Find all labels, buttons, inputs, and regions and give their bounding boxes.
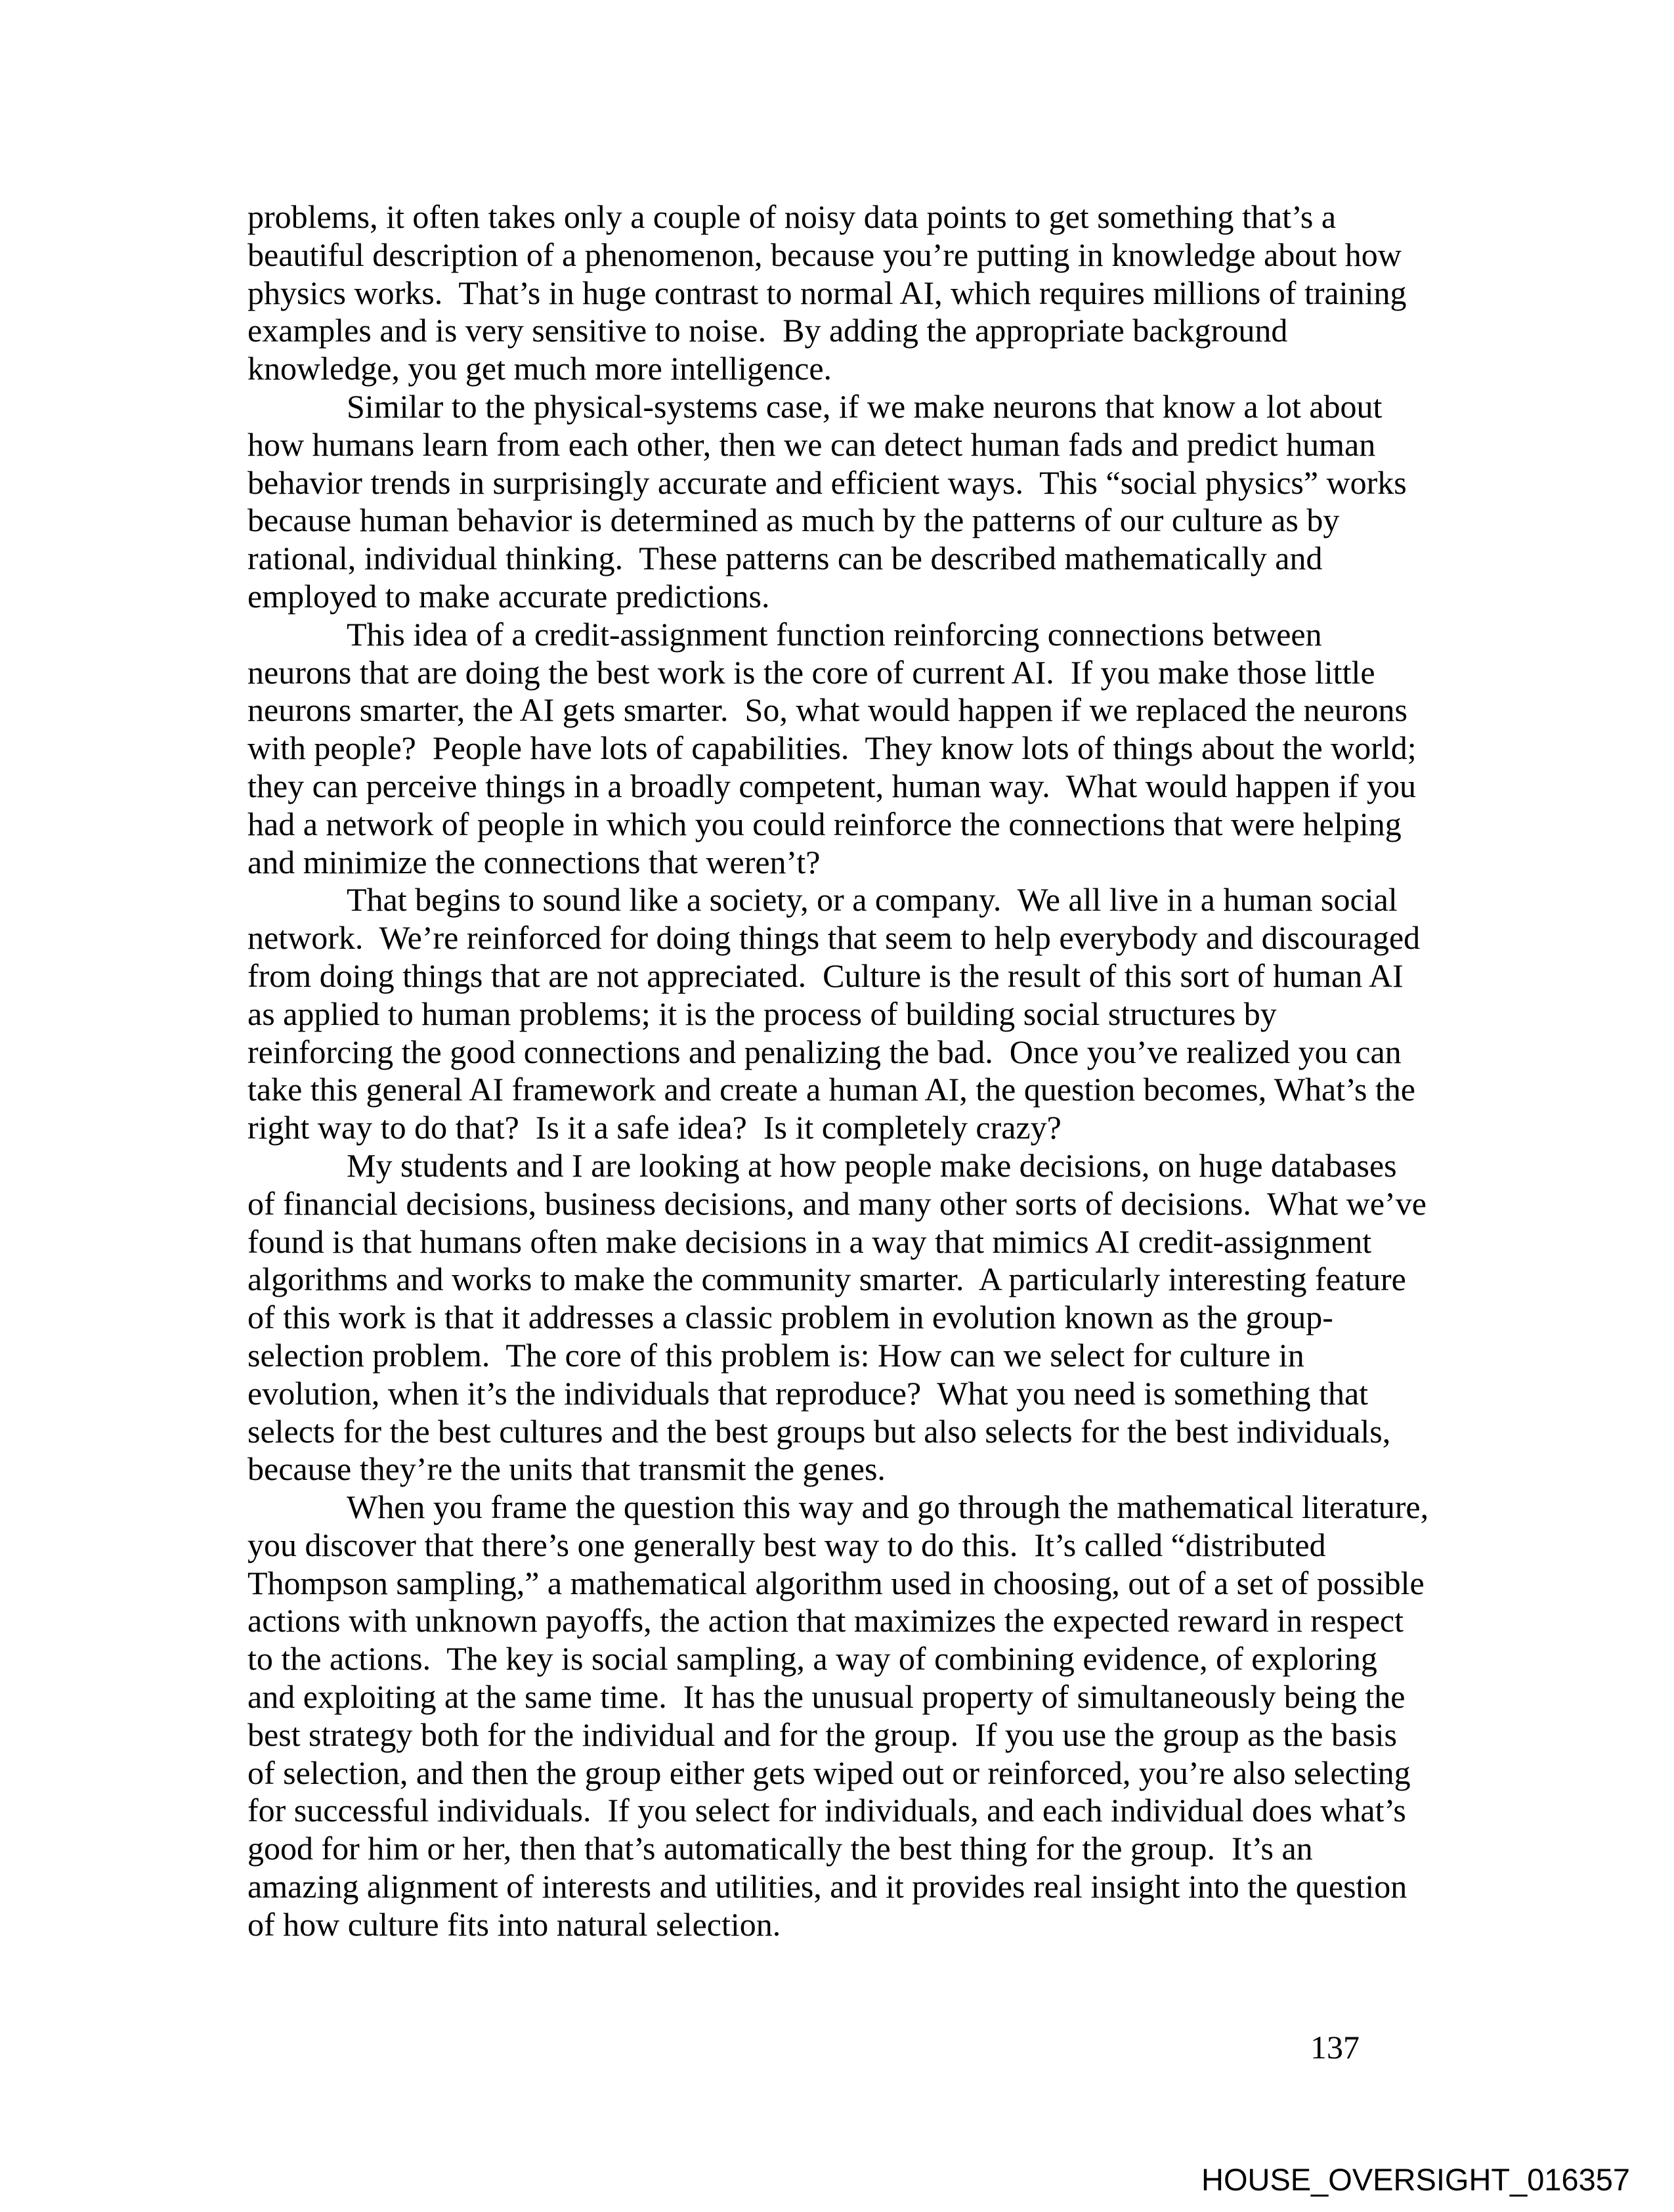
body-text [247,198,1442,1944]
text-line: you discover that there’s one generally best way to do this. It’s called “distributed [247,1526,1326,1563]
bates-stamp: HOUSE_OVERSIGHT_016357 [1201,2162,1631,2197]
text-line: algorithms and works to make the community smarter. A particularly interesting feature [247,1261,1406,1298]
text-line: beautiful description of a phenomenon, because you’re putting in knowledge about how [247,236,1402,273]
text-line: best strategy both for the individual and for the group. If you use the group as the basis [247,1716,1398,1753]
text-line: and minimize the connections that weren’t? [247,843,821,880]
text-line: employed to make accurate predictions. [247,577,770,615]
text-line: That begins to sound like a society, or a company. We all live in a human social [347,881,1398,919]
text-line: because human behavior is determined as much by the patterns of our culture as by [247,502,1340,539]
text-line: problems, it often takes only a couple of noisy data points to get something that’s a [247,198,1337,235]
text-line: reinforcing the good connections and penalizing the bad. Once you’ve realized you can [247,1033,1402,1070]
text-line: of financial decisions, business decisions, and many other sorts of decisions. What we’ve [247,1184,1427,1222]
text-line: from doing things that are not appreciated. Culture is the result of this sort of human AI [247,957,1404,994]
text-line: and exploiting at the same time. It has the unusual property of simultaneously being the [247,1678,1406,1716]
paragraph-2 [247,388,1442,616]
text-line: network. We’re reinforced for doing things that seem to help everybody and discouraged [247,919,1421,957]
text-line: of this work is that it addresses a classic problem in evolution known as the group- [247,1299,1333,1336]
text-line: because they’re the units that transmit the genes. [247,1450,886,1488]
text-line: When you frame the question this way and go through the mathematical literature, [347,1488,1429,1526]
text-line: how humans learn from each other, then we can detect human fads and predict human [247,425,1376,463]
text-line: of selection, and then the group either gets wiped out or reinforced, you’re also selecting [247,1754,1411,1791]
text-line: selects for the best cultures and the best groups but also selects for the best individuals, [247,1412,1391,1450]
text-line: had a network of people in which you could reinforce the connections that were helping [247,805,1402,842]
text-line: they can perceive things in a broadly competent, human way. What would happen if you [247,767,1417,804]
paragraph-5 [247,1147,1442,1488]
text-line: actions with unknown payoffs, the action that maximizes the expected reward in respect [247,1602,1404,1639]
page-number: 137 [1310,2029,1360,2066]
text-line: take this general AI framework and create a human AI, the question becomes, What’s the [247,1071,1416,1108]
text-line: good for him or her, then that’s automatically the best thing for the group. It’s an [247,1830,1313,1867]
text-line: knowledge, you get much more intelligence. [247,350,832,387]
text-line: for successful individuals. If you select for individuals, and each individual does what’s [247,1792,1406,1829]
text-line: found is that humans often make decisions in a way that mimics AI credit-assignment [247,1223,1372,1260]
text-line: neurons smarter, the AI gets smarter. So, what would happen if we replaced the neurons [247,691,1407,729]
text-line: to the actions. The key is social sampling, a way of combining evidence, of exploring [247,1640,1377,1678]
paragraph-3 [247,616,1442,882]
paragraph-6 [247,1488,1442,1944]
text-line: selection problem. The core of this problem is: How can we select for culture in [247,1336,1304,1374]
text-line: Similar to the physical-systems case, if we make neurons that know a lot about [347,387,1383,425]
text-line: Thompson sampling,” a mathematical algorithm used in choosing, out of a set of possible [247,1564,1425,1601]
text-line: behavior trends in surprisingly accurate and efficient ways. This “social physics” works [247,464,1407,501]
text-line: rational, individual thinking. These patterns can be described mathematically and [247,540,1323,577]
text-line: My students and I are looking at how people make decisions, on huge databases [347,1146,1397,1184]
text-line: of how culture fits into natural selection. [247,1905,781,1943]
text-line: neurons that are doing the best work is the core of current AI. If you make those little [247,653,1375,691]
text-line: examples and is very sensitive to noise. By adding the appropriate background [247,312,1288,349]
paragraph-4 [247,881,1442,1147]
text-line: physics works. That’s in huge contrast to normal AI, which requires millions of training [247,274,1407,311]
text-line: with people? People have lots of capabilities. They know lots of things about the world; [247,729,1417,767]
text-line: evolution, when it’s the individuals that reproduce? What you need is something that [247,1374,1369,1412]
text-line: amazing alignment of interests and utilities, and it provides real insight into the question [247,1868,1407,1905]
paragraph-1 [247,198,1442,388]
text-line: This idea of a credit-assignment function reinforcing connections between [347,615,1322,653]
text-line: right way to do that? Is it a safe idea? Is it completely crazy? [247,1109,1062,1146]
text-line: as applied to human problems; it is the process of building social structures by [247,995,1277,1032]
